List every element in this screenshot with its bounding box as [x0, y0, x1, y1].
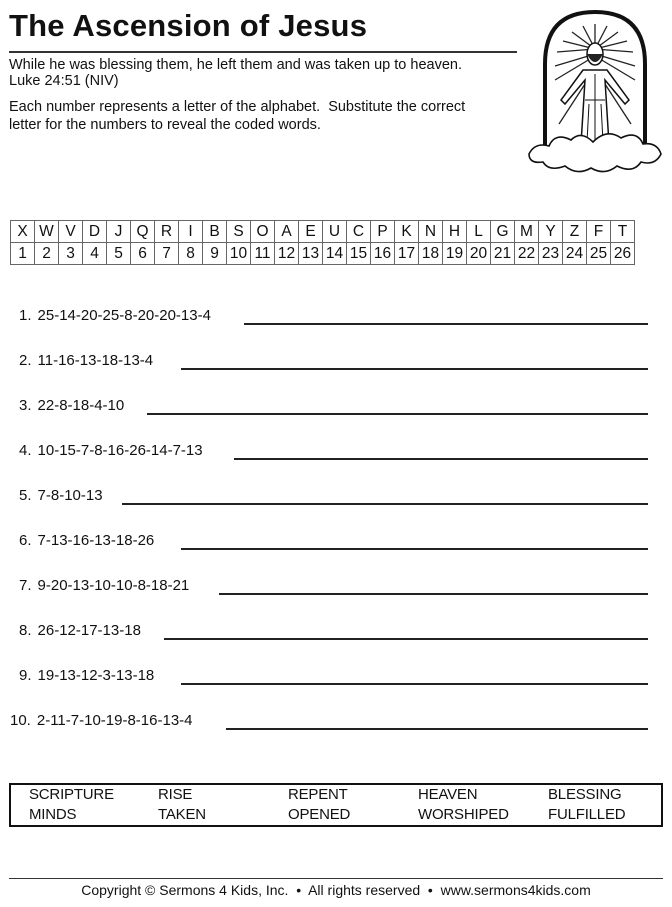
cipher-number: 9	[203, 243, 227, 265]
cipher-letter: M	[515, 221, 539, 243]
title-divider	[9, 51, 517, 53]
question-code: 10-15-7-8-16-26-14-7-13	[37, 442, 203, 459]
word-bank-word: RISE	[158, 786, 193, 803]
cipher-number: 20	[467, 243, 491, 265]
question-number: 1.	[19, 307, 32, 324]
question-number: 2.	[19, 352, 32, 369]
word-bank-word: HEAVEN	[418, 786, 478, 803]
cipher-letter: V	[59, 221, 83, 243]
cipher-letter: O	[251, 221, 275, 243]
cipher-letter: B	[203, 221, 227, 243]
coded-question	[19, 397, 124, 421]
cipher-letter: U	[323, 221, 347, 243]
cipher-number: 21	[491, 243, 515, 265]
cipher-number: 10	[227, 243, 251, 265]
copyright-footer: Copyright © Sermons 4 Kids, Inc. • All rights reserved • www.sermons4kids.com	[81, 882, 591, 898]
question-number: 9.	[19, 667, 32, 684]
cipher-letter: K	[395, 221, 419, 243]
question-number: 6.	[19, 532, 32, 549]
coded-question	[19, 352, 153, 376]
question-code: 7-8-10-13	[37, 487, 103, 504]
question-number: 3.	[19, 397, 32, 414]
cipher-letter: Q	[131, 221, 155, 243]
coded-question	[19, 442, 203, 466]
cipher-number: 24	[563, 243, 587, 265]
cipher-number: 5	[107, 243, 131, 265]
coded-question	[19, 577, 189, 601]
verse-text: While he was blessing them, he left them and was taken up to heaven.	[9, 57, 462, 73]
answer-line[interactable]	[181, 548, 648, 550]
cipher-key-table	[10, 220, 635, 265]
question-number: 8.	[19, 622, 32, 639]
cipher-number: 11	[251, 243, 275, 265]
cipher-letter: J	[107, 221, 131, 243]
cipher-number: 16	[371, 243, 395, 265]
cipher-number: 22	[515, 243, 539, 265]
question-number: 7.	[19, 577, 32, 594]
cipher-number: 19	[443, 243, 467, 265]
page-title: The Ascension of Jesus	[9, 8, 368, 43]
cipher-number: 17	[395, 243, 419, 265]
coded-question	[19, 307, 211, 331]
cipher-letter: C	[347, 221, 371, 243]
cipher-number: 6	[131, 243, 155, 265]
question-code: 11-16-13-18-13-4	[37, 352, 154, 369]
question-code: 7-13-16-13-18-26	[37, 532, 155, 549]
question-code: 9-20-13-10-10-8-18-21	[37, 577, 190, 594]
answer-line[interactable]	[244, 323, 648, 325]
instructions	[9, 98, 519, 134]
answer-line[interactable]	[164, 638, 648, 640]
footer-divider	[9, 878, 663, 879]
coded-question	[19, 667, 154, 691]
word-bank-word: FULFILLED	[548, 806, 626, 823]
coded-question	[19, 532, 154, 556]
answer-line[interactable]	[181, 368, 648, 370]
jesus-ascension-illustration	[525, 4, 665, 184]
instructions-line-2: letter for the numbers to reveal the coded words.	[9, 117, 321, 133]
cipher-letters-row	[11, 221, 635, 243]
question-code: 26-12-17-13-18	[37, 622, 141, 639]
answer-line[interactable]	[234, 458, 648, 460]
cipher-number: 13	[299, 243, 323, 265]
question-number: 4.	[19, 442, 32, 459]
question-code: 22-8-18-4-10	[37, 397, 125, 414]
cipher-number: 25	[587, 243, 611, 265]
word-bank-word: SCRIPTURE	[29, 786, 114, 803]
coded-question	[10, 712, 193, 736]
cipher-number: 4	[83, 243, 107, 265]
cipher-letter: T	[611, 221, 635, 243]
cipher-number: 3	[59, 243, 83, 265]
cipher-letter: Y	[539, 221, 563, 243]
cipher-number: 14	[323, 243, 347, 265]
cipher-numbers-row	[11, 243, 635, 265]
verse-reference: Luke 24:51 (NIV)	[9, 73, 119, 89]
cipher-number: 23	[539, 243, 563, 265]
cipher-letter: L	[467, 221, 491, 243]
question-number: 10.	[10, 712, 31, 729]
instructions-line-1: Each number represents a letter of the alphabet. Substitute the correct	[9, 99, 466, 115]
coded-question	[19, 487, 103, 511]
answer-line[interactable]	[219, 593, 648, 595]
question-code: 25-14-20-25-8-20-20-13-4	[37, 307, 211, 324]
cipher-letter: Z	[563, 221, 587, 243]
cipher-number: 8	[179, 243, 203, 265]
answer-line[interactable]	[226, 728, 648, 730]
word-bank-word: TAKEN	[158, 806, 206, 823]
question-code: 2-11-7-10-19-8-16-13-4	[36, 712, 193, 729]
cipher-number: 7	[155, 243, 179, 265]
cipher-letter: H	[443, 221, 467, 243]
word-bank-word: OPENED	[288, 806, 351, 823]
cipher-letter: F	[587, 221, 611, 243]
answer-line[interactable]	[181, 683, 648, 685]
cipher-number: 12	[275, 243, 299, 265]
cipher-number: 2	[35, 243, 59, 265]
cipher-number: 15	[347, 243, 371, 265]
cipher-letter: P	[371, 221, 395, 243]
cipher-letter: W	[35, 221, 59, 243]
coded-question	[19, 622, 141, 646]
question-code: 19-13-12-3-13-18	[37, 667, 155, 684]
cipher-letter: N	[419, 221, 443, 243]
cipher-letter: G	[491, 221, 515, 243]
answer-line[interactable]	[147, 413, 648, 415]
scripture-verse	[9, 57, 519, 89]
cipher-letter: D	[83, 221, 107, 243]
question-number: 5.	[19, 487, 32, 504]
cipher-letter: A	[275, 221, 299, 243]
word-bank-word: MINDS	[29, 806, 77, 823]
word-bank-word: REPENT	[288, 786, 348, 803]
cipher-letter: I	[179, 221, 203, 243]
word-bank-word: WORSHIPED	[418, 806, 509, 823]
cipher-number: 1	[11, 243, 35, 265]
cipher-letter: R	[155, 221, 179, 243]
cipher-number: 18	[419, 243, 443, 265]
cipher-letter: E	[299, 221, 323, 243]
word-bank	[9, 783, 663, 827]
cipher-number: 26	[611, 243, 635, 265]
word-bank-word: BLESSING	[548, 786, 622, 803]
answer-line[interactable]	[122, 503, 648, 505]
cipher-letter: X	[11, 221, 35, 243]
cipher-letter: S	[227, 221, 251, 243]
